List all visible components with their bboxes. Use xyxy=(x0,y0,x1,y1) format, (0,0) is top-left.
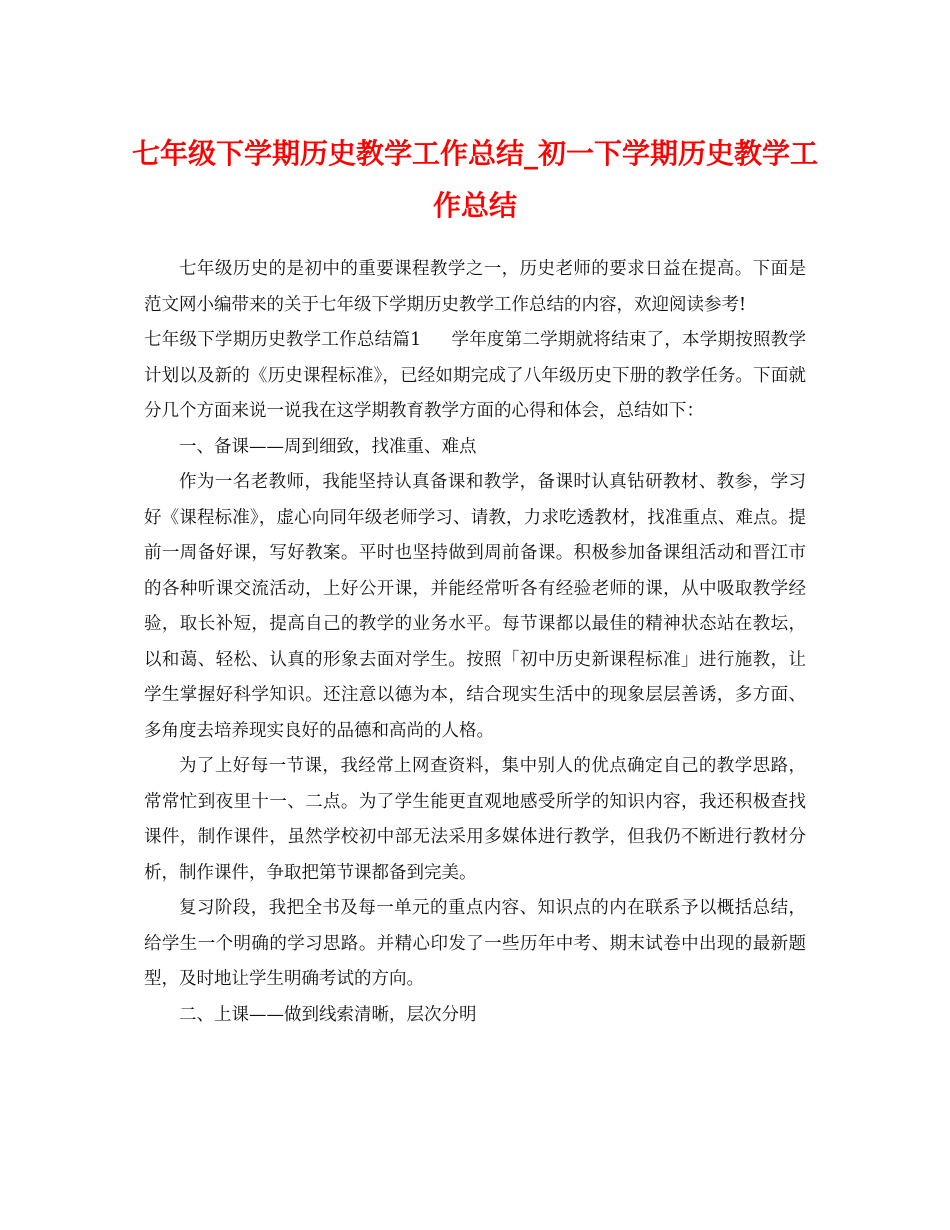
section1-paragraph-2: 为了上好每一节课，我经常上网查资料，集中别人的优点确定自己的教学思路，常常忙到夜里十一、二点。为了学生能更直观地感受所学的知识内容，我还积极查找课件，制作课件，虽然学校初中部无法采用多媒体进行教学，但我仍不断进行教材分析，制作课件，争取把第节课都备到完美。 xyxy=(144,756,806,883)
intro-paragraph: 七年级历史的是初中的重要课程教学之一，历史老师的要求日益在提高。下面是范文网小编带来的关于七年级下学期历史教学工作总结的内容，欢迎阅读参考! xyxy=(144,259,806,315)
document-title: 七年级下学期历史教学工作总结_初一下学期历史教学工作总结 xyxy=(131,137,818,222)
section1-heading: 一、备课——周到细致，找准重、难点 xyxy=(179,436,477,457)
piece-paragraph xyxy=(144,323,806,430)
piece-text: 学年度第二学期就将结束了，本学期按照教学计划以及新的《历史课程标准》，已经如期完成了八年级历史下册的教学任务。下面就分几个方面来说一说我在这学期教育教学方面的心得和体会，总结如下： xyxy=(144,330,806,421)
section1-paragraph-3: 复习阶段，我把全书及每一单元的重点内容、知识点的内在联系予以概括总结，给学生一个明确的学习思路。并精心印发了一些历年中考、期末试卷中出现的最新题型，及时地让学生明确考试的方向。 xyxy=(144,898,806,989)
piece-heading: 七年级下学期历史教学工作总结篇1 xyxy=(144,330,422,350)
document-body xyxy=(144,252,806,1033)
section2-heading: 二、上课——做到线索清晰，层次分明 xyxy=(179,1004,477,1025)
section1-paragraph-1: 作为一名老教师，我能坚持认真备课和教学，备课时认真钻研教材、教参，学习好《课程标准》，虚心向同年级老师学习、请教，力求吃透教材，找准重点、难点。提前一周备好课，写好教案。平时也坚持做到周前备课。积极参加备课组活动和晋江市的各种听课交流活动，上好公开课，并能经常听各有经验老师的课，从中吸取教学经验，取长补短，提高自己的教学的业务水平。每节课都以最佳的精神状态站在教坛，以和蔼、轻松、认真的形象去面对学生。按照「初中历史新课程标准」进行施教，让学生掌握好科学知识。还注意以德为本，结合现实生活中的现象层层善诱，多方面、多角度去培养现实良好的品德和高尚的人格。 xyxy=(144,472,806,741)
